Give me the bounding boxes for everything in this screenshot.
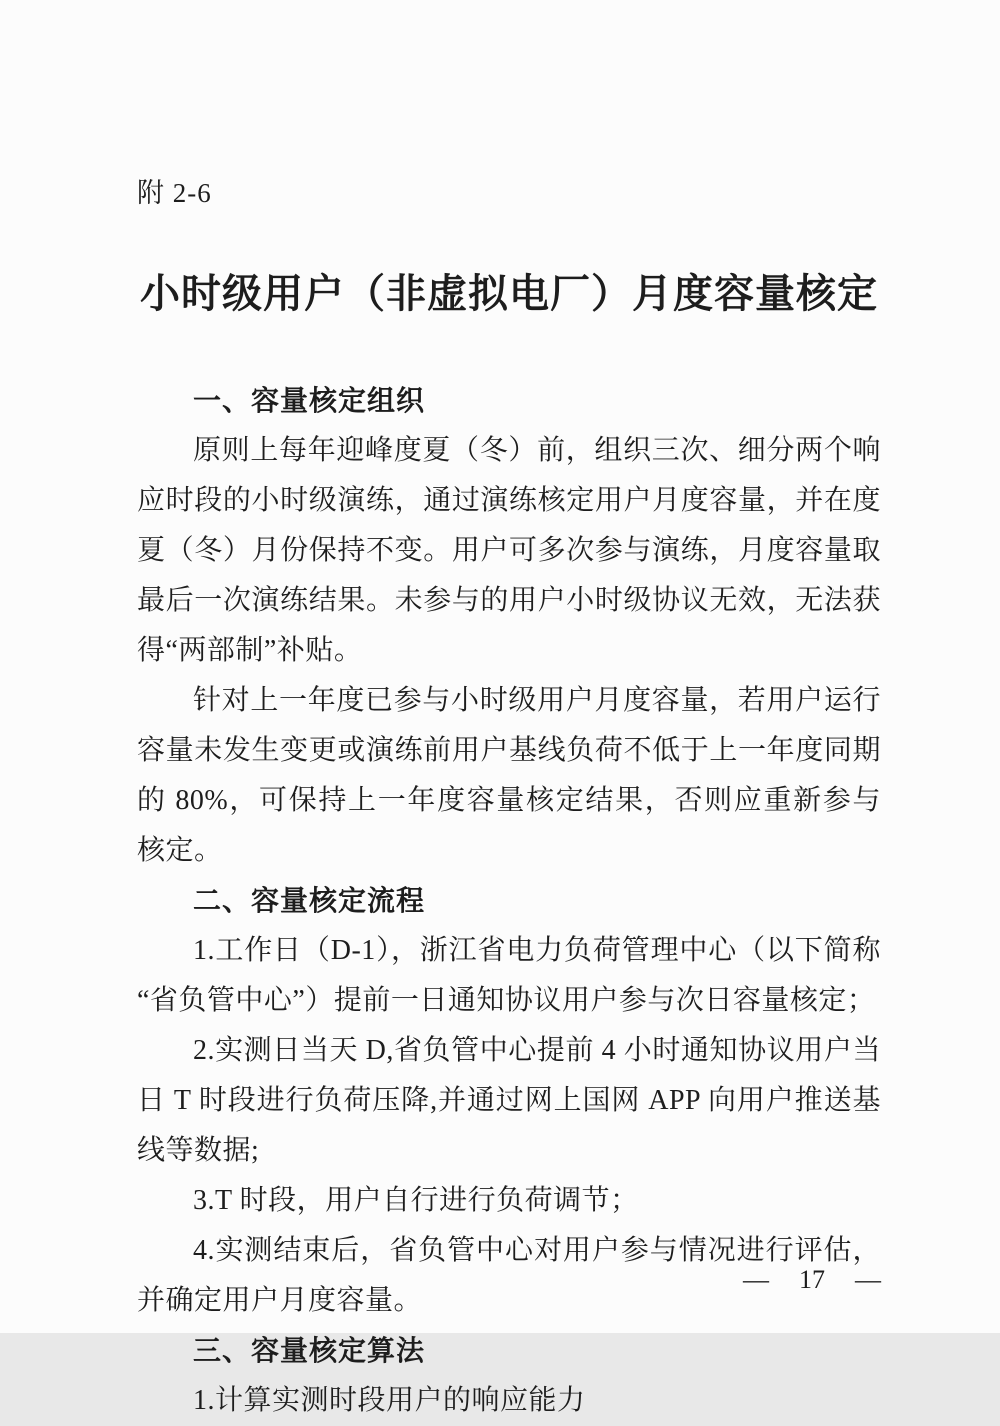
page-footer [743, 1265, 881, 1295]
attachment-label: 附 2-6 [137, 178, 212, 208]
section-heading-2: 二、容量核定流程 [193, 885, 426, 916]
footer-right-dash: — [855, 1265, 881, 1294]
list-item: 4.实测结束后，省负管中心对用户参与情况进行评估，并确定用户月度容量。 [137, 1235, 881, 1316]
list-item: 1.计算实测时段用户的响应能力 [193, 1385, 586, 1416]
page-number: 17 [799, 1265, 825, 1294]
page-title: 小时级用户（非虚拟电厂）月度容量核定 [140, 271, 878, 316]
section-heading-3: 三、容量核定算法 [193, 1335, 426, 1366]
list-item: 3.T 时段，用户自行进行负荷调节； [193, 1185, 639, 1216]
paragraph: 原则上每年迎峰度夏（冬）前，组织三次、细分两个响应时段的小时级演练，通过演练核定用户月度容量，并在度夏（冬）月份保持不变。用户可多次参与演练，月度容量取最后一次演练结果。未参与的用户小时级协议无效，无法获得“两部制”补贴。 [137, 435, 881, 666]
list-item: 1.工作日（D-1），浙江省电力负荷管理中心（以下简称“省负管中心”）提前一日通知协议用户参与次日容量核定； [137, 935, 881, 1016]
paragraph: 针对上一年度已参与小时级用户月度容量，若用户运行容量未发生变更或演练前用户基线负荷不低于上一年度同期的 80%，可保持上一年度容量核定结果，否则应重新参与核定。 [137, 685, 881, 866]
list-item: 2.实测日当天 D,省负管中心提前 4 小时通知协议用户当日 T 时段进行负荷压降,并通过网上国网 APP 向用户推送基线等数据; [137, 1035, 881, 1166]
footer-left-dash: — [743, 1265, 769, 1294]
section-heading-1: 一、容量核定组织 [193, 385, 426, 416]
